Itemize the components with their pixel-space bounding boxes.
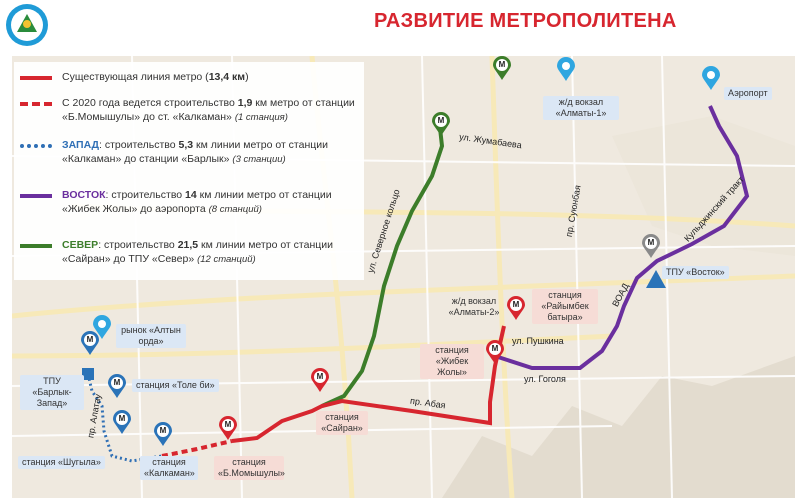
street-abaya: пр. Абая bbox=[409, 395, 447, 411]
momyshuly-pin-icon[interactable]: М bbox=[219, 416, 237, 440]
label-zhibek: станция «Жибек Жолы» bbox=[420, 344, 484, 379]
label-tpu-barlyk: ТПУ «Барлык-Запад» bbox=[20, 375, 84, 410]
street-suyunbaya: пр. Суюнбая bbox=[563, 184, 583, 238]
label-shugyla: станция «Шугыла» bbox=[18, 456, 105, 469]
street-pushkina: ул. Пушкина bbox=[512, 336, 564, 346]
label-momyshuly: станция «Б.Момышулы» bbox=[214, 456, 284, 480]
label-tpu-vostok: ТПУ «Восток» bbox=[662, 266, 729, 279]
sairan-pin-icon[interactable]: М bbox=[311, 368, 329, 392]
label-raiymbek: станция «Райымбек батыра» bbox=[532, 289, 598, 324]
page-title: РАЗВИТИЕ МЕТРОПОЛИТЕНА bbox=[374, 10, 677, 32]
construction-line bbox=[162, 441, 232, 456]
zhibek-pin-icon[interactable]: М bbox=[486, 340, 504, 364]
label-kalkaman: станция «Калкаман» bbox=[140, 456, 198, 480]
legend-existing-swatch bbox=[20, 76, 52, 80]
header bbox=[0, 0, 800, 56]
street-voad: ВОАД bbox=[610, 281, 631, 309]
rynok-pin-icon[interactable] bbox=[93, 315, 111, 339]
tpu-vostok-pin-icon[interactable]: М bbox=[642, 234, 660, 258]
airport-pin-icon[interactable] bbox=[702, 66, 720, 90]
label-rynok: рынок «Алтын орда» bbox=[116, 324, 186, 348]
street-zhumabaeva: ул. Жумабаева bbox=[458, 131, 523, 151]
north-station-pin-icon[interactable]: М bbox=[432, 112, 450, 136]
street-gogolya: ул. Гоголя bbox=[524, 374, 566, 384]
label-almaty1: ж/д вокзал «Алматы-1» bbox=[543, 96, 619, 120]
legend-north-swatch bbox=[20, 244, 52, 248]
label-tole-bi: станция «Толе би» bbox=[132, 379, 219, 392]
street-severnoe: ул. Северное кольцо bbox=[365, 188, 402, 274]
label-almaty2: ж/д вокзал «Алматы-2» bbox=[448, 296, 500, 317]
legend-construction-swatch bbox=[20, 102, 52, 106]
street-kuldzhinsky: Кульджинский тракт bbox=[682, 174, 746, 244]
tole-bi-pin-icon[interactable]: М bbox=[108, 374, 126, 398]
north-terminal-pin-icon[interactable]: М bbox=[493, 56, 511, 80]
label-airport: Аэропорт bbox=[724, 87, 772, 100]
shugyla-pin-icon[interactable]: М bbox=[113, 410, 131, 434]
label-sairan: станция «Сайран» bbox=[316, 411, 368, 435]
legend: Существующая линия метро (13,4 км) С 2020 года ведется строительство 1,9 км метро от станции «Б.Момышулы» до ст. «Калкаман» (1 станция) ЗАПАД: строительство 5,3 км линии метро от станции «Калкаман» до станции «Барлык» (3 станции) ВОСТОК: строительство 14 км линии метро от станции «Жибек Жолы» до аэропорта (8 станций) СЕВЕР: строительство 21,5 км линии метро от станции «Сайран» до ТПУ «Север» (12 станций) bbox=[14, 62, 364, 280]
legend-east-swatch bbox=[20, 194, 52, 198]
city-emblem-icon bbox=[4, 2, 50, 48]
kalkaman-pin-icon[interactable]: М bbox=[154, 422, 172, 446]
raiymbek-pin-icon[interactable]: М bbox=[507, 296, 525, 320]
almaty1-pin-icon[interactable] bbox=[557, 57, 575, 81]
street-alatau: пр. Алатау bbox=[85, 393, 103, 439]
barlyk-pin-icon[interactable]: М bbox=[81, 331, 99, 355]
legend-west-swatch bbox=[20, 144, 52, 148]
